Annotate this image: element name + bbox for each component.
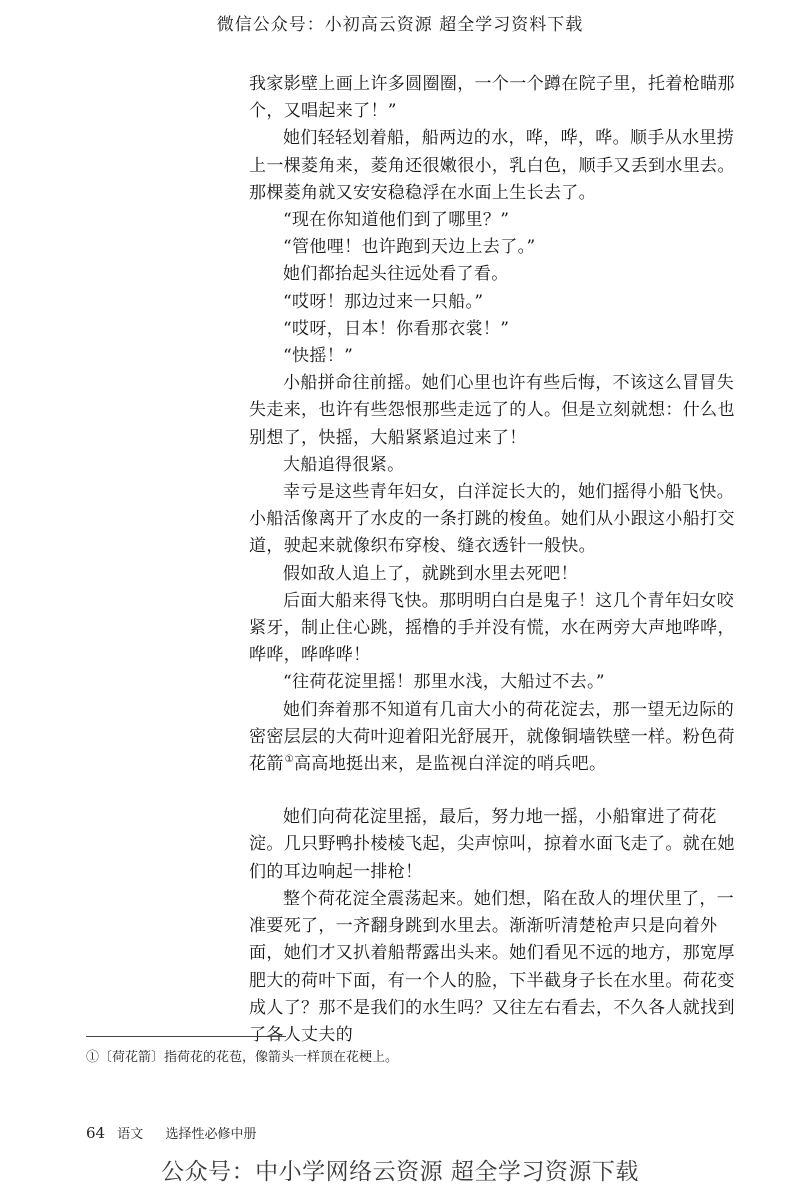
paragraph: 后面大船来得飞快。那明明白白是鬼子！这几个青年妇女咬紧牙，制止住心跳，摇橹的手并没有慌，水在两旁大声地哗哗，哗哗，哗哗哗！ <box>249 590 735 666</box>
paragraph-with-note <box>249 697 741 779</box>
article-body <box>249 71 741 1049</box>
paragraph: “哎呀！那边过来一只船。” <box>283 291 484 312</box>
footnote: ①〔荷花箭〕指荷花的花苞，像箭头一样顶在花梗上。 <box>86 1050 399 1065</box>
bottom-watermark: 公众号：中小学网络云资源 超全学习资源下载 <box>161 1159 639 1185</box>
paragraph: 她们向荷花淀里摇，最后，努力地一摇，小船窜进了荷花淀。几只野鸭扑棱棱飞起，尖声惊叫，掠着水面飞走了。就在她们的耳边响起一排枪！ <box>249 807 735 882</box>
paragraph: “往荷花淀里摇！那里水浅，大船过不去。” <box>283 672 605 693</box>
paragraph: 我家影壁上画上许多圆圈圈，一个一个蹲在院子里，托着枪瞄那个，又唱起来了！” <box>249 74 735 122</box>
paragraph: 小船拼命往前摇。她们心里也许有些后悔，不该这么冒冒失失走来，也许有些怨恨那些走远了的人。但是立刻就想：什么也别想了，快摇，大船紧紧追过来了！ <box>249 373 735 448</box>
paragraph-text: 她们奔着那不知道有几亩大小的荷花淀去，那一望无边际的密密层层的大荷叶迎着阳光舒展开，就像铜墙铁壁一样。粉色荷花箭 <box>249 699 735 775</box>
book-title: 选择性必修中册 <box>165 1127 257 1142</box>
paragraph: 幸亏是这些青年妇女，白洋淀长大的，她们摇得小船飞快。小船活像离开了水皮的一条打跳的梭鱼。她们从小跟这小船打交道，驶起来就像织布穿梭、缝衣透针一般快。 <box>249 482 735 557</box>
footnote-reference: ① <box>284 754 295 766</box>
footnote-divider <box>86 1036 286 1037</box>
paragraph: “管他哩！也许跑到天边上去了。” <box>283 237 536 258</box>
subject-label: 语文 <box>117 1127 144 1142</box>
paragraph-text-continued: 高高地挺出来，是监视白洋淀的哨兵吧。 <box>294 754 607 775</box>
paragraph: 她们轻轻划着船，船两边的水，哗，哗，哗。顺手从水里捞上一棵菱角来，菱角还很嫩很小，乳白色，顺手又丢到水里去。那棵菱角就又安安稳稳浮在水面上生长去了。 <box>249 128 735 203</box>
paragraph: 整个荷花淀全震荡起来。她们想，陷在敌人的埋伏里了，一准要死了，一齐翻身跳到水里去。渐渐听清楚枪声只是向着外面，她们才又扒着船帮露出头来。她们看见不远的地方，那宽厚肥大的荷叶下面，有一个人的脸，下半截身子长在水里。荷花变成人了？那不是我们的水生吗？又往左右看去，不久各人就找到了各人丈夫的 <box>249 888 735 1045</box>
paragraph: 她们都抬起头往远处看了看。 <box>283 264 509 285</box>
paragraph: “哎呀，日本！你看那衣裳！” <box>283 318 510 339</box>
top-watermark-banner: 微信公众号：小初高云资源 超全学习资料下载 <box>216 15 584 35</box>
page-number: 64 <box>86 1124 106 1142</box>
paragraph: “快摇！” <box>283 346 354 367</box>
paragraph: “现在你知道他们到了哪里？” <box>283 210 510 231</box>
paragraph: 假如敌人追上了，就跳到水里去死吧！ <box>283 563 578 584</box>
page-footer <box>86 1123 257 1142</box>
paragraph: 大船追得很紧。 <box>283 454 405 475</box>
